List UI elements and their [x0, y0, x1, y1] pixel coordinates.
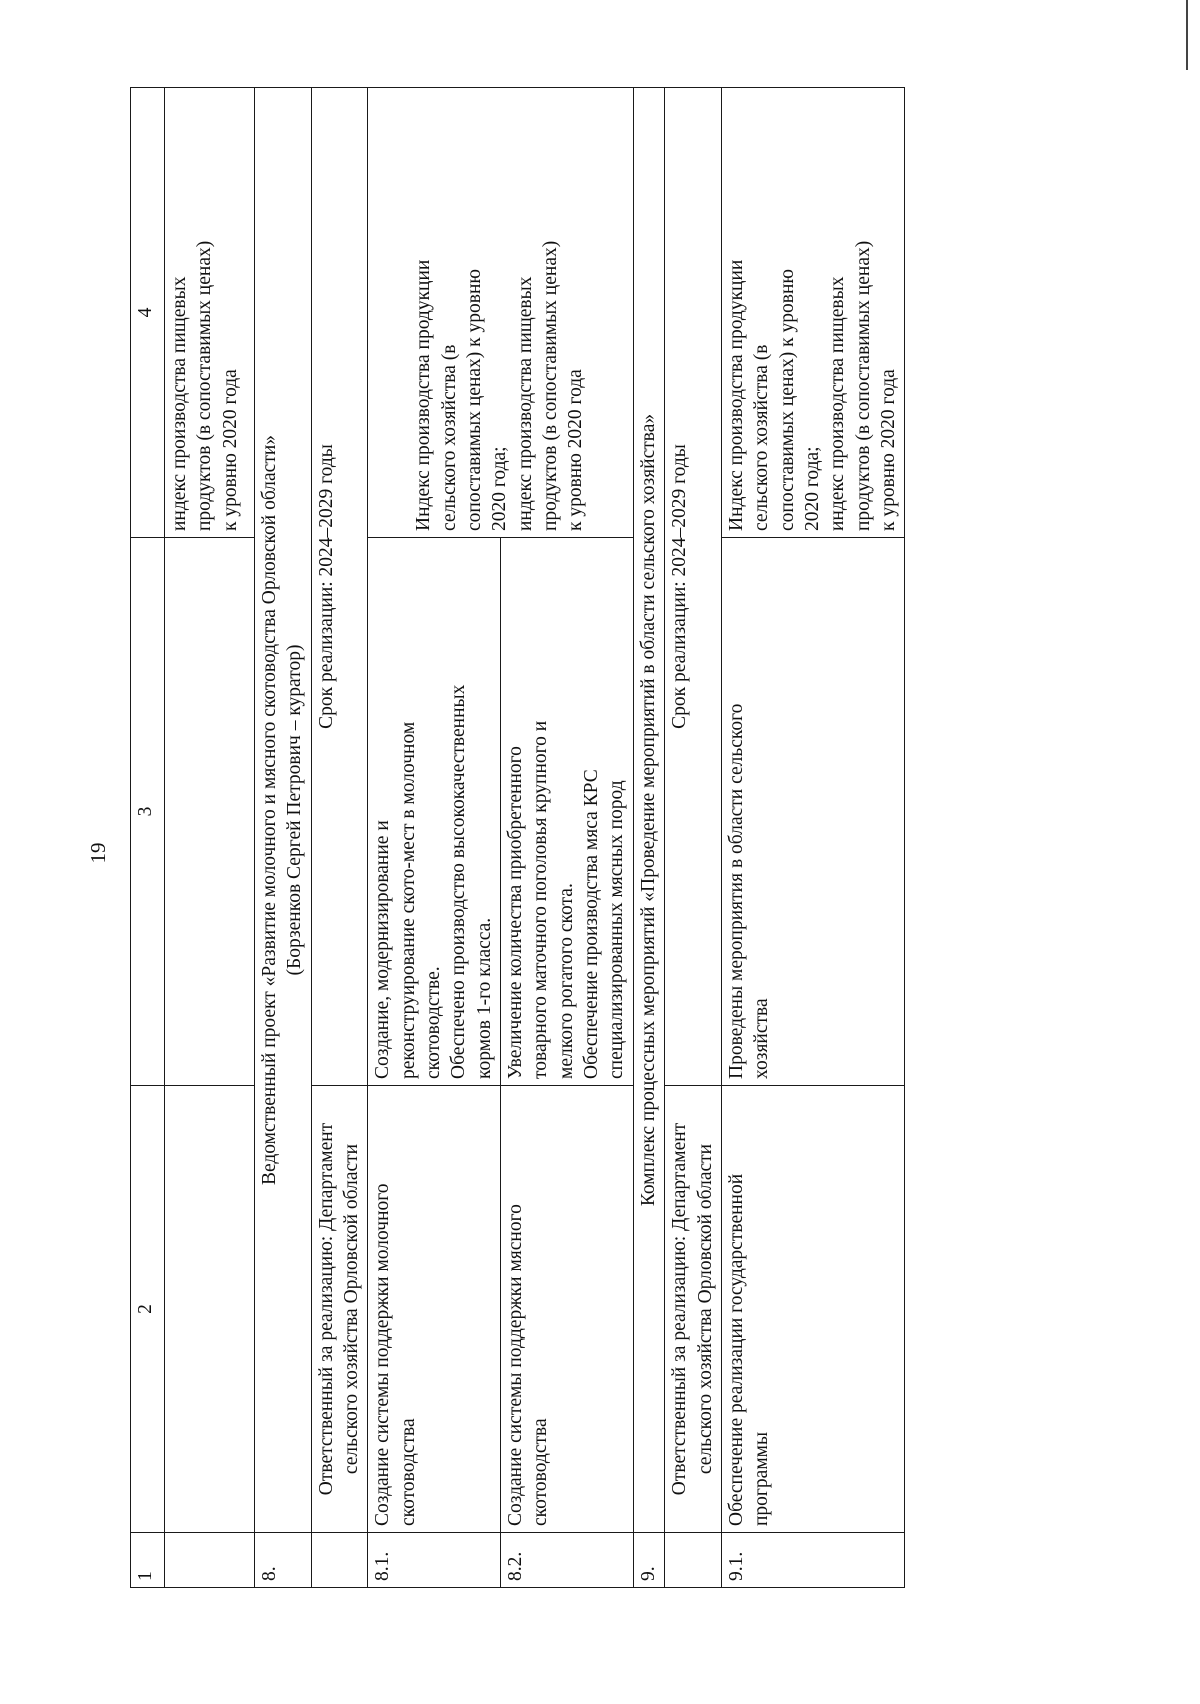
- header-col-2: 2: [131, 1086, 165, 1533]
- row-number: 8.2.: [501, 1533, 634, 1588]
- continuation-indicator: индекс производства пищевых продуктов (в сопоставимых ценах) к уровню 2020 года: [165, 88, 255, 538]
- section-9-term: Срок реализации: 2024–2029 годы: [665, 88, 722, 1086]
- header-col-4: 4: [131, 88, 165, 538]
- row-task: Создание системы поддержки мясного скотоводства: [501, 1086, 634, 1533]
- continuation-col-2: [165, 1086, 255, 1533]
- continuation-col-3: [165, 538, 255, 1086]
- row-result: Создание, модернизирование и реконструирование ското-мест в молочном скотоводстве. Обеспечено производство высококачественных кормов 1-го класса.: [368, 538, 501, 1086]
- section-8-indicator: Индекс производства продукции сельского хозяйства (в сопоставимых ценах) к уровню 2020 года; индекс производства пищевых продуктов (в сопоставимых ценах) к уровню 2020 года: [368, 88, 633, 538]
- section-9-number: 9.: [633, 1533, 664, 1588]
- row-result: Проведены мероприятия в области сельского хозяйства: [721, 538, 904, 1086]
- rotated-table-container: [130, 88, 920, 1588]
- table-row: [721, 88, 904, 1588]
- section-8-responsible: Ответственный за реализацию: Департамент сельского хозяйства Орловской области: [311, 1086, 368, 1533]
- row-task: Создание системы поддержки молочного скотоводства: [368, 1086, 501, 1533]
- table-row: [368, 88, 501, 1588]
- continuation-num: [165, 1533, 255, 1588]
- section-9-responsible: Ответственный за реализацию: Департамент сельского хозяйства Орловской области: [665, 1086, 722, 1533]
- row-number: 9.1.: [721, 1533, 904, 1588]
- row-indicator: Индекс производства продукции сельского хозяйства (в сопоставимых ценах) к уровню 2020 года; индекс производства пищевых продуктов (в сопоставимых ценах) к уровню 2020 года: [721, 88, 904, 538]
- header-col-1: 1: [131, 1533, 165, 1588]
- section-9-responsible-num: [665, 1533, 722, 1588]
- section-9-title-row: [633, 88, 664, 1588]
- section-8-responsible-row: [311, 88, 368, 1588]
- scan-edge-mark: [1186, 0, 1188, 70]
- row-task: Обеспечение реализации государственной программы: [721, 1086, 904, 1533]
- row-number: 8.1.: [368, 1533, 501, 1588]
- header-row: [131, 88, 165, 1588]
- section-8-number: 8.: [255, 1533, 312, 1588]
- section-8-title: Ведомственный проект «Развитие молочного и мясного скотоводства Орловской области» (Борзенков Сергей Петрович – куратор): [255, 88, 312, 1533]
- row-result: Увеличение количества приобретенного товарного маточного поголовья крупного и мелкого рогатого скота. Обеспечение производства мяса КРС специализированных мясных пород: [501, 538, 634, 1086]
- header-col-3: 3: [131, 538, 165, 1086]
- section-9-responsible-row: [665, 88, 722, 1588]
- page-number: 19: [86, 842, 110, 864]
- section-8-title-row: [255, 88, 312, 1588]
- section-9-title: Комплекс процессных мероприятий «Проведение мероприятий в области сельского хозяйства»: [633, 88, 664, 1533]
- continuation-row: [165, 88, 255, 1588]
- program-structure-table: [130, 87, 905, 1588]
- section-8-responsible-num: [311, 1533, 368, 1588]
- section-8-term: Срок реализации: 2024–2029 годы: [311, 88, 368, 1086]
